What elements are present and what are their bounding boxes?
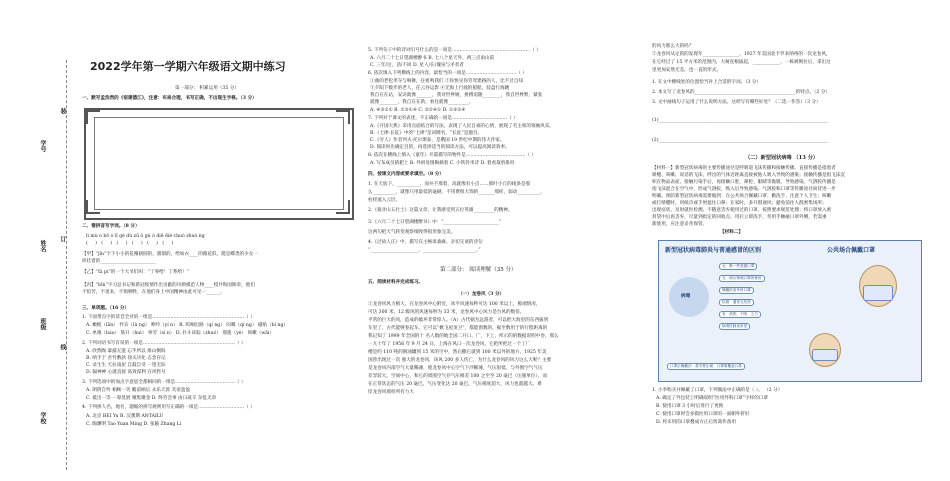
- infographic-title-right: 公共场合佩戴口罩: [827, 247, 876, 254]
- option-line: 就像________，我自在在新，看往就像_________。: [370, 100, 474, 105]
- reading-line: 国曾出现过一次 强大的龙卷风，该风 200 多人伤亡，为什么龙卷风的风力这么大呢？主要: [368, 358, 552, 363]
- question: 1. 在文中横线处的位置恰当补上合适的字词。（3 分）: [652, 80, 761, 85]
- question: 2. 下列词语书写有误的一项是……………………………………………………（ ）: [82, 341, 246, 346]
- answer-line[interactable]: (1)__________________________________________________________________________: [652, 118, 829, 123]
- infographic-item: 轻微：通常无发热: [719, 299, 754, 306]
- reading-line: 车里了，古代能够卷起车。它可以“掀飞屋顶卫”，都能窗数的，据至数用于的行程距离的: [368, 326, 548, 331]
- option-line: C. 单薄（báo） 筋开（huì） 事劳（sì n） D. 扑斗该踪（zhuó） 那拨（yè） 咳嗽（wāi）: [86, 331, 275, 336]
- option-line: A.《开国大典》采用点面结合的写法，表现了人民自豪的心情，展现了毛主席的领袖风采。: [370, 124, 554, 129]
- answer-brackets-row: ( ) ( ) ( ) ( ) ( ) ( ): [86, 241, 174, 246]
- fill-line: 柱经流入云层。: [368, 198, 401, 203]
- option-line: D. 阅读时先确定目的，再选择适当的阅读方法，可以提高阅读效率。: [370, 145, 510, 150]
- school-label: 学校: [39, 412, 46, 424]
- binding-label-zhuang: 装: [59, 108, 66, 114]
- reading-line: 里更加安然无恙，也一直的形式。: [652, 68, 721, 73]
- passage-line: 【甲】“jǐn”字下小小的花瓣圆圆的，甜甜的，给如衣____的薇花似，挺是蝶类的少女一: [82, 252, 258, 257]
- reading2-title: （二）新型冠状病毒 （13 分）: [745, 155, 819, 161]
- reading-line: ②龙卷风从定的的发现年________________，1927 年美国北卡罗来纳州的一次龙卷风，: [652, 52, 831, 57]
- binding-line: [66, 60, 67, 470]
- question: 7. 下列对于课文的表述，不正确的一项是………………………………（ ）: [368, 116, 518, 121]
- infographic-caption: 口罩正确戴法：鼻夹要压紧，口罩要覆盖口鼻: [667, 363, 745, 370]
- option-line: B. 纳手于 吾忖敷款 徐夫功化 志念存记: [86, 356, 166, 361]
- material-line: 指飞沫混合在空气中，形成气溶胶，吸入后导致感染。气溶胶和口罩等传播途径尚待进一步: [652, 187, 836, 192]
- mask-icon: [812, 349, 838, 361]
- section2-heading: 二、看拼音写字词。（8 分）: [82, 224, 140, 229]
- part2-heading: 第二部分： 阅读理解（35 分）: [440, 267, 517, 273]
- reading-line: 在它经过了 15 平方米的范围内，大树连根拔起，____________，一栋被吸拉后，拿出这: [652, 60, 831, 65]
- question: 2. 本文写了龙卷风的____________________________________________的特点。（2 分）: [652, 90, 830, 95]
- question: 4. 下列拼人名，地名，题缩的拼写规则用写正确的一项是…………………………（ ）: [82, 405, 255, 410]
- reading-line: 楼是约 110 吨的钢油罐到 15 米的空中，然后撒它就到 100 米以外的地方，1925 年美: [368, 350, 547, 355]
- material-line: 明确。预防新型冠状病毒需要做到：在公共场合佩戴口罩；勤洗手，注意个人卫生；咳嗽: [652, 194, 832, 199]
- part1-heading: 第一部分： 积累运用（35 分）: [175, 86, 239, 91]
- reading1-title: （一）龙卷风（3 分）: [458, 292, 505, 297]
- virus-label: 病毒: [681, 294, 691, 299]
- passage-line: 样挂着的________________________: [82, 259, 156, 264]
- material2-label: 【材料二】: [720, 230, 743, 235]
- infographic-item: 佩戴医用外科口罩: [719, 287, 754, 294]
- passage-line: 【乙】“fà pí”的一个大爷们叫：“丁零给！丁系给！”: [82, 270, 189, 275]
- option-line: C. 使用口罩时会多摸医用口罩的一面朝外折好: [656, 412, 750, 417]
- name-label: 姓名: [39, 240, 46, 252]
- question: 5. 下列句子中的诗词引号什么的是一项是……………………………………………（ ）: [368, 48, 541, 53]
- infographic-item: 有：高热、干咳、乏力: [719, 311, 761, 318]
- option-line: C. 陶渊明 Tao Yuan Ming D. 张颖 Zhang Li: [86, 422, 182, 427]
- option-line: C.《穷人》作者列夫·托尔斯泰，是俄国 19 世纪中期的伟大作家。: [370, 138, 505, 143]
- option-line: C. 三年/这，话/不同 D. 星人/在/瑰泉与矛者者: [370, 63, 464, 68]
- answer-line[interactable]: (2)__________________________________________________________________________: [652, 138, 829, 143]
- material-line: 封袋中后再丢弃，尽量到指定的回收点。用后立即洗手，勿用手触碰口罩外侧，若需重: [652, 215, 827, 220]
- frame-corner-ornament: [336, 110, 350, 124]
- exam-title: 2022学年第一学期六年级语文期中练习: [90, 60, 286, 73]
- poem-frame-inner: [94, 117, 344, 210]
- reading-line: 是龙卷风内部空气大量稀薄，使龙卷风中心空气下沙稀薄，气压很低，与外围空气气压: [368, 366, 543, 371]
- reading-line: 我记知了 1999 年全国的十 名人数的地全国二开口，广，下上，所示的的数据说明中卷，那么: [368, 334, 559, 339]
- reading-line: 怪龙卷风那样所有力大: [368, 390, 414, 395]
- fill-line: 1. 在天底下，__________，而并不那着，高就像有小点……那叶小丘的线条是那: [368, 182, 531, 187]
- infographic-item: 病毒性肺炎常见: [719, 323, 750, 330]
- material-line: 喷嚏、咳嗽、说话的飞沫，呼出的气体近距离直接被他人吸入导致的感染；接触传播是指飞沫沉: [652, 173, 845, 178]
- mask-icon: [863, 285, 893, 301]
- material-line: 新使用，应注意妥善保管。: [652, 222, 708, 227]
- frame-corner-ornament: [86, 110, 100, 124]
- option-line: B. 使用口罩 3 小时后进行了更换: [656, 404, 724, 409]
- option-line: A. 欣然陶 暴露无遗 忘乎所以 排山倒海: [86, 349, 166, 354]
- option-line: A. ④③②① B. ②③①④ C. ③②④① D. ①③②④: [370, 108, 466, 113]
- option-line: 我自在在站，安详就像_______，我对世界嬉，拼搏追随________，我自世界繁，紧张: [370, 93, 543, 98]
- fill-line: 这两句把天气转变观察细致得很形象完美。: [368, 230, 456, 235]
- section1-heading: 一、默写孟浩然的《宿建德江》，注意：布局合理，书写正确，不出现生字格。（3 分）: [82, 96, 257, 101]
- question: 1. 小李购买并佩戴了口罩，下列做法中正确的是（ ）。 （2 分）: [652, 388, 783, 393]
- option-line: ③夕阳下数步的老人，任云谷运影 ④无海上行驶的船船，驳盘行海跳: [370, 86, 510, 91]
- question: 1. 下面带点字的读音全对的一组是……………………………………………………（ ）: [82, 315, 255, 320]
- section4-heading: 四、按课文内容或要求填空。（8 分）: [368, 172, 444, 177]
- fill-line: 2.《狼牙山五壮士》这篇文章，让我感受到五位英雄_________的精神。: [368, 208, 513, 213]
- option-line: B.《七律·长征》中的“七律”是词牌名，“长征”是题目。: [370, 131, 483, 136]
- material-line: 出现症状，及时就医检测。不随意丢弃使用过的口罩，按照要求规范处理；将口罩放入密: [652, 208, 832, 213]
- option-line: C. 抵出一等 一筹莫展 聚集聚金 D. 终劳会事 由日咸辛 杂乱无章: [86, 396, 217, 401]
- pinyin-row: lì mù o bō o lǐ gè dù zǔ ò gù ò diē dié chuò zhuò ng: [86, 234, 205, 239]
- fill-line: “_____________________，_______________________。”: [368, 248, 481, 253]
- reading-line: 在正常状态的气压 20 毫巴，气压变化达 20 毫巴，气压梯度超大，风力也就越大。难: [368, 382, 542, 387]
- frame-corner-ornament: [86, 200, 100, 214]
- passage-line: 不怕苦，不退来，不惧牺牲，在他们身上中国精神由此可见一______。: [82, 290, 225, 295]
- question: 6. 依次填入下列横线上的内容，最恰当的一项是……………………………（ ）: [368, 71, 527, 76]
- option-line: A. 确定了外包装上明确说明“医用外科口罩”字样的口罩: [656, 396, 768, 401]
- reading-line: 差异较大。空间中心，和它的周围空气存气压相差 100 之至至 20 毫巴（压强单位）。而: [368, 374, 547, 379]
- class-label: 班级: [39, 318, 46, 330]
- fill-line: 3.《六月二十七日望湖楼醉书》中：“________________________”: [368, 220, 502, 225]
- option-line: A. 六月二十七日望湖楼醉书 B. 七八个星天外，两三点雨山前: [370, 56, 495, 61]
- option-line: D. 将未用的口罩叠成方正后剪裁作备用: [656, 420, 736, 425]
- material-line: 【材料一】新型冠状病毒的主要传播途径是呼吸道飞沫传播和接触传播。直接传播是指患者: [652, 166, 836, 171]
- option-line: D. 隔神神 心就直接 高效谋利 在风哲号: [86, 370, 166, 375]
- binding-label-ding: 订: [59, 236, 66, 242]
- reading-line: 一九十年了 1956 年 9 月 24 日，上海在风口一次龙卷风，它把所把过一个工厂: [368, 342, 531, 347]
- material-line: 积在物品表面，接触污染手后，再接触口腔、鼻腔、眼睛等黏膜，导致感染。气溶胶传播是: [652, 180, 836, 185]
- material-line: 或打喷嚏时，用纸巾或手肘遮住口鼻；在家时，多开窗通风；避免前往人群密集场所；: [652, 201, 827, 206]
- fill-line: 4.《过故人庄》中，描写宾主畅谈桑麻、亲切交谈的诗句: [368, 240, 483, 245]
- option-line: A. 北京 BEI Yu B. 汉薰期 ANTAILU: [86, 414, 164, 419]
- reading-line: ①龙卷风风力极大，在龙卷风中心附近，冰平风速每秒可达 100 米以上，极端情况，: [368, 302, 541, 307]
- question: 8. 依次在横线上填入《童年》开篇描写的物件是…………………………………（ ）: [368, 153, 537, 158]
- reading-line: 可达 300 米，12 级风的风速每秒为 33 米，龙卷风中心风力是台风的数倍。: [368, 310, 525, 315]
- option-line: A. 橄榄（lǎn） 件宾（lù ng） 呻吟（yí n） B. 呜咽出路（qí ng） 闷哪（qí ng） 磁贴（bì ng）: [86, 323, 289, 328]
- fill-line: 么__________，就像只用最低的毫刷，不用费很大饰的_______那样，弱动__________，: [368, 190, 545, 195]
- option-line: A. 写布成员猜耙上 B. 外祖母围胸摘着 C. 小铁铃米诗 D. 着看裁剪排衫: [370, 161, 515, 166]
- infographic-item: 无：吸一些普通口罩: [719, 263, 757, 270]
- binding-label-xian: 线: [59, 344, 66, 350]
- option-line: C. 录生生 天拉南屋 自鼓自受 一望无际: [86, 363, 166, 368]
- covid-infographic: [658, 240, 922, 382]
- section3-heading: 三、单项题。（16 分）: [82, 306, 130, 311]
- reading-line: 的风力那么大的吗？: [652, 44, 694, 49]
- question: 3. 文中画线句子运用了什么说明方法，这样写有哪些好处？（二选一作答）（3 分）: [652, 100, 821, 105]
- passage-line: 【丙】“bīn”字习总书记和新冠疫情作出贡献的功勋模范人物____授共和国勋章，他们: [82, 283, 255, 288]
- reading-line: 平常的巨大的风，造成的破坏非常惊人。（A）古代据为远游者，可以把大海里的东西拔到: [368, 318, 549, 323]
- option-line: ①曲的老松孝夺与响舞，任密鸣我们 ②你快见你劳驾建路的人，比不过自知: [370, 79, 524, 84]
- student-id-label: 学号: [39, 140, 46, 152]
- question: 3. 下列选项中的加点字意思全都相同的一组是…………………………………（ ）: [82, 380, 246, 385]
- option-line: A. 朗阴自怜 相顾一笑 瞻前顾后 永乐天涯 笑语盈盈: [86, 388, 190, 393]
- frame-corner-ornament: [336, 200, 350, 214]
- infographic-item: 无：明示物理口罩的使用: [719, 275, 765, 282]
- section5-heading: 五、阅读材料并完成练习。: [368, 280, 424, 285]
- infographic-title-left: 新型冠状病毒肺炎与普通感冒的区别: [665, 247, 762, 254]
